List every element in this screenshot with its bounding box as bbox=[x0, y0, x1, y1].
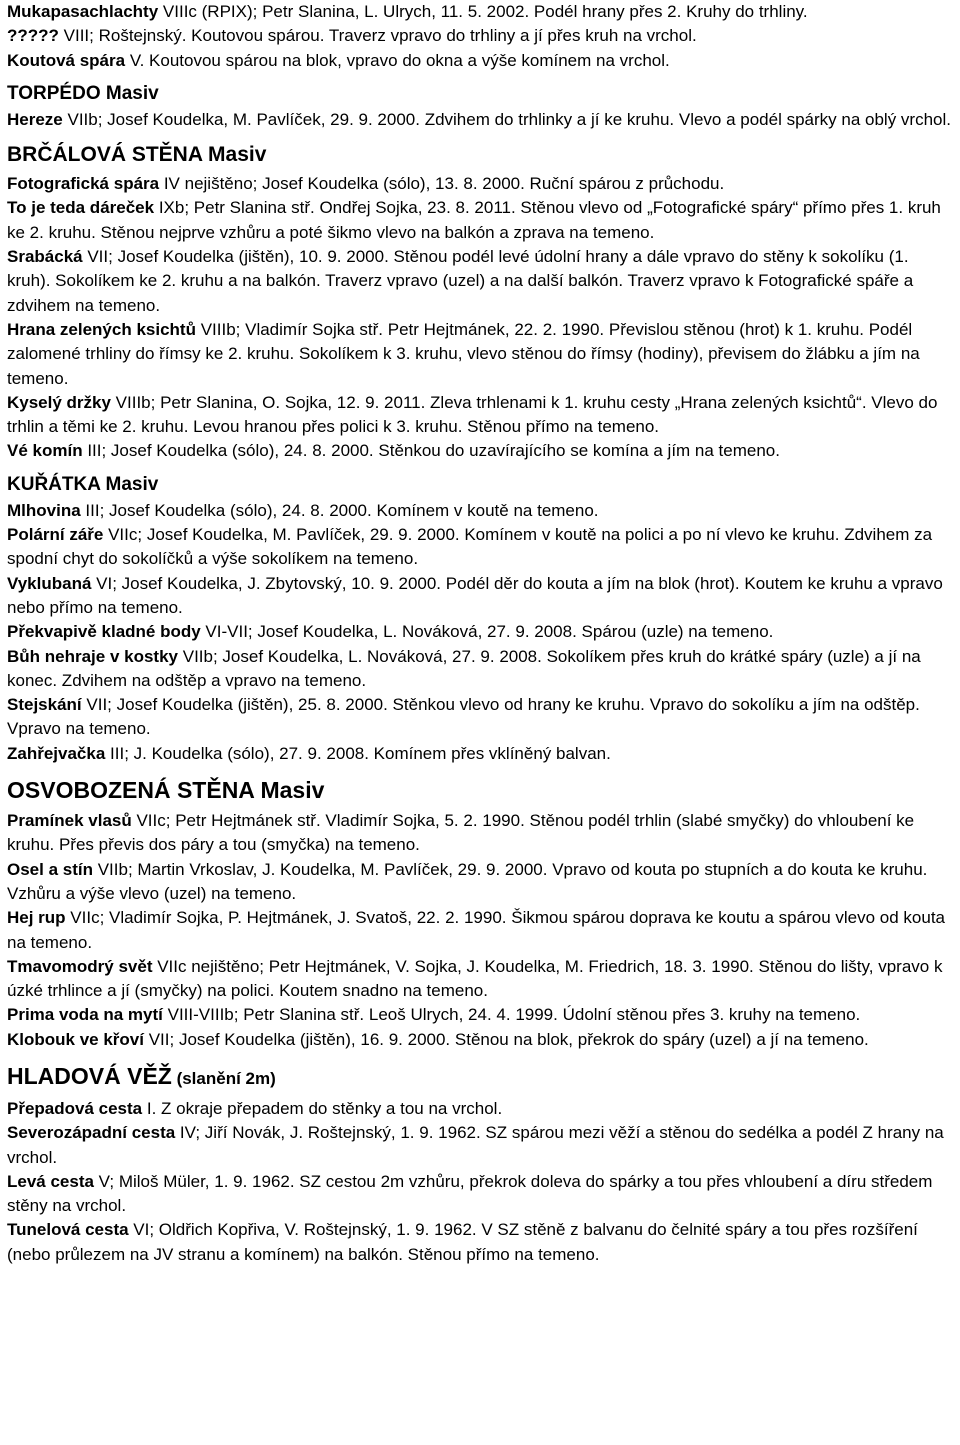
route-entry bbox=[7, 858, 952, 907]
route-description: V. Koutovou spárou na blok, vpravo do okna a výše komínem na vrchol. bbox=[125, 50, 670, 70]
route-entry bbox=[7, 1218, 952, 1267]
route-name: Přepadová cesta bbox=[7, 1098, 143, 1118]
route-description: VII; Josef Koudelka (jištěn), 10. 9. 2000. Stěnou podél levé údolní hrany a dále vpravo do stěny k sokolíku (1. kruh). Sokolíkem ke 2. kruhu a na balkón. Traverz vpravo (uzel) a na další balkón. Traverz vpravo k Fotografické spáře a zdvihem na temeno. bbox=[7, 247, 914, 315]
route-name: Hej rup bbox=[7, 908, 66, 928]
route-name: Mlhovina bbox=[7, 500, 81, 520]
route-description: VIIb; Josef Koudelka, M. Pavlíček, 29. 9. 2000. Zdvihem do trhlinky a jí ke kruhu. Vlevo a podél spárky na oblý vrchol. bbox=[62, 109, 951, 129]
route-entry bbox=[7, 693, 952, 742]
route-entry bbox=[7, 108, 952, 132]
route-description: VIII-VIIIb; Petr Slanina stř. Leoš Ulrych, 24. 4. 1999. Údolní stěnou přes 3. kruhy na temeno. bbox=[162, 1005, 861, 1025]
route-description: VIIc; Josef Koudelka, M. Pavlíček, 29. 9. 2000. Komínem v koutě na polici a po ní vlevo ke kruhu. Zdvihem za spodní chyt do sokolíčků a výše sokolíkem na temeno. bbox=[7, 525, 933, 569]
route-description: VII; Josef Koudelka (jištěn), 25. 8. 2000. Stěnkou vlevo od hrany ke kruhu. Vpravo do sokolíku a jím na odštěp. Vpravo na temeno. bbox=[7, 695, 920, 739]
route-description: VI-VII; Josef Koudelka, L. Nováková, 27. 9. 2008. Spárou (uzle) na temeno. bbox=[200, 622, 774, 642]
route-description: III; Josef Koudelka (sólo), 24. 8. 2000. Komínem v koutě na temeno. bbox=[80, 500, 599, 520]
route-name: Bůh nehraje v kostky bbox=[7, 646, 179, 666]
route-entry bbox=[7, 742, 952, 766]
section-heading bbox=[7, 140, 952, 170]
route-name: Vé komín bbox=[7, 441, 83, 461]
section-heading bbox=[7, 471, 952, 498]
route-entry bbox=[7, 245, 952, 318]
route-description: VIIIc (RPIX); Petr Slanina, L. Ulrych, 11. 5. 2002. Podél hrany přes 2. Kruhy do trhliny. bbox=[158, 2, 808, 21]
route-name: To je teda dáreček bbox=[7, 198, 155, 218]
route-entry bbox=[7, 523, 952, 572]
route-name: Tunelová cesta bbox=[7, 1220, 129, 1240]
section-heading bbox=[7, 80, 952, 107]
route-description: V; Miloš Müler, 1. 9. 1962. SZ cestou 2m vzhůru, překrok doleva do spárky a tou přes vhloubení a díru středem stěny na vrchol. bbox=[7, 1171, 933, 1216]
route-description: VIIc; Petr Hejtmánek stř. Vladimír Sojka, 5. 2. 1990. Stěnou podél trhlin (slabé smyčky) do vhloubení ke kruhu. Přes převis dos páry a tou (smyčka) na temeno. bbox=[7, 811, 915, 855]
section-heading bbox=[7, 774, 952, 807]
route-name: Vyklubaná bbox=[7, 573, 92, 593]
route-entry bbox=[7, 1003, 952, 1027]
route-description: VIIIb; Vladimír Sojka stř. Petr Hejtmánek, 22. 2. 1990. Převislou stěnou (hrot) k 1. kruhu. Podél zalomené trhliny do římsy ke 2. kruhu. Sokolíkem k 3. kruhu, vlevo stěnou do římsy (hodiny), převisem do žlábku a jím na temeno. bbox=[7, 319, 920, 388]
section-title: HLADOVÁ VĚŽ bbox=[7, 1062, 172, 1089]
route-name: Srabácká bbox=[7, 247, 83, 267]
route-description: III; J. Koudelka (sólo), 27. 9. 2008. Komínem přes vklíněný balvan. bbox=[105, 743, 611, 763]
route-entry bbox=[7, 645, 952, 694]
section-heading bbox=[7, 1060, 952, 1095]
route-description: IV; Jiří Novák, J. Roštejnský, 1. 9. 1962. SZ spárou mezi věží a stěnou do sedélka a podél Z hrany na vrchol. bbox=[7, 1123, 944, 1167]
section-title: BRČÁLOVÁ STĚNA Masiv bbox=[7, 143, 267, 167]
route-entry bbox=[7, 1170, 952, 1219]
route-name: Překvapivě kladné body bbox=[7, 622, 201, 642]
section-title: TORPÉDO Masiv bbox=[7, 82, 159, 104]
route-entry bbox=[7, 809, 952, 858]
route-description: VI; Oldřich Kopřiva, V. Roštejnský, 1. 9. 1962. V SZ stěně z balvanu do čelnité spáry a tou přes rozšíření (nebo průlezem na JV stranu a komínem) na balkón. Stěnou přímo na temeno. bbox=[7, 1220, 918, 1264]
route-name: Klobouk ve křoví bbox=[7, 1029, 144, 1049]
route-name: Zahřejvačka bbox=[7, 743, 106, 763]
route-entry bbox=[7, 955, 952, 1004]
route-entry bbox=[7, 0, 952, 24]
route-entry bbox=[7, 318, 952, 391]
route-name: ????? bbox=[7, 26, 59, 46]
route-entry bbox=[7, 172, 952, 196]
route-entry bbox=[7, 620, 952, 644]
route-entry bbox=[7, 499, 952, 523]
route-name: Stejskání bbox=[7, 695, 82, 715]
route-entry bbox=[7, 49, 952, 73]
route-entry bbox=[7, 572, 952, 621]
route-entry bbox=[7, 1097, 952, 1121]
route-name: Prima voda na mytí bbox=[7, 1005, 163, 1025]
route-name: Fotografická spára bbox=[7, 174, 160, 194]
route-description: VII; Josef Koudelka (jištěn), 16. 9. 2000. Stěnou na blok, překrok do spáry (uzel) a jí na temeno. bbox=[143, 1029, 869, 1049]
route-entry bbox=[7, 391, 952, 440]
route-entry bbox=[7, 196, 952, 245]
route-entry bbox=[7, 439, 952, 463]
route-name: Levá cesta bbox=[7, 1171, 94, 1191]
route-name: Tmavomodrý svět bbox=[7, 956, 153, 976]
route-description: I. Z okraje přepadem do stěnky a tou na vrchol. bbox=[142, 1098, 503, 1118]
route-name: Kyselý držky bbox=[7, 392, 111, 412]
route-entry bbox=[7, 906, 952, 955]
route-description: VIIc; Vladimír Sojka, P. Hejtmánek, J. Svatoš, 22. 2. 1990. Šikmou spárou doprava ke koutu a spárou vlevo od kouta na temeno. bbox=[7, 908, 946, 952]
route-description: VI; Josef Koudelka, J. Zbytovský, 10. 9. 2000. Podél děr do kouta a jím na blok (hrot). Koutem ke kruhu a vpravo nebo přímo na temeno. bbox=[7, 573, 943, 617]
section-title: KUŘÁTKA Masiv bbox=[7, 473, 159, 495]
route-entry bbox=[7, 1028, 952, 1052]
route-description: III; Josef Koudelka (sólo), 24. 8. 2000. Stěnkou do uzavírajícího se komína a jím na temeno. bbox=[82, 441, 780, 461]
route-name: Osel a stín bbox=[7, 859, 93, 879]
section-note: (slanění 2m) bbox=[171, 1068, 276, 1088]
route-name: Hereze bbox=[7, 109, 63, 129]
route-description: VIIb; Josef Koudelka, L. Nováková, 27. 9. 2008. Sokolíkem přes kruh do krátké spáry (uzle) a jí na konec. Zdvihem na odštěp a vpravo na temeno. bbox=[7, 646, 921, 690]
route-description: VIIIb; Petr Slanina, O. Sojka, 12. 9. 2011. Zleva trhlenami k 1. kruhu cesty „Hrana zelených ksichtů“. Vlevo do trhlin a těmi ke 2. kruhu. Levou hranou přes polici k 3. kruhu. Stěnou přímo na temeno. bbox=[7, 392, 938, 437]
route-name: Hrana zelených ksichtů bbox=[7, 319, 196, 339]
route-entry bbox=[7, 1121, 952, 1170]
route-description: VIIb; Martin Vrkoslav, J. Koudelka, M. Pavlíček, 29. 9. 2000. Vpravo od kouta po stupních a do kouta ke kruhu. Vzhůru a výše vlevo (uzel) na temeno. bbox=[7, 859, 928, 903]
section-title: OSVOBOZENÁ STĚNA Masiv bbox=[7, 777, 325, 804]
route-description: VIIc nejištěno; Petr Hejtmánek, V. Sojka, J. Koudelka, M. Friedrich, 18. 3. 1990. Stěnou do lišty, vpravo k úzké trhlince a jí (smyčky) na polici. Koutem snadno na temeno. bbox=[7, 956, 943, 1001]
route-description: IXb; Petr Slanina stř. Ondřej Sojka, 23. 8. 2011. Stěnou vlevo od „Fotografické spáry“ přímo přes 1. kruh ke 2. kruhu. Stěnou nejprve vzhůru a poté šikmo vlevo na balkón a zprava na temeno. bbox=[7, 198, 941, 242]
route-name: Polární záře bbox=[7, 525, 104, 545]
route-name: Severozápadní cesta bbox=[7, 1123, 176, 1143]
route-name: Mukapasachlachty bbox=[7, 2, 159, 21]
route-description: IV nejištěno; Josef Koudelka (sólo), 13. 8. 2000. Ruční spárou z průchodu. bbox=[159, 174, 725, 194]
route-name: Koutová spára bbox=[7, 50, 126, 70]
route-entry bbox=[7, 24, 952, 48]
route-description: VIII; Roštejnský. Koutovou spárou. Traverz vpravo do trhliny a jí přes kruh na vrchol. bbox=[58, 26, 697, 46]
route-name: Pramínek vlasů bbox=[7, 811, 132, 831]
